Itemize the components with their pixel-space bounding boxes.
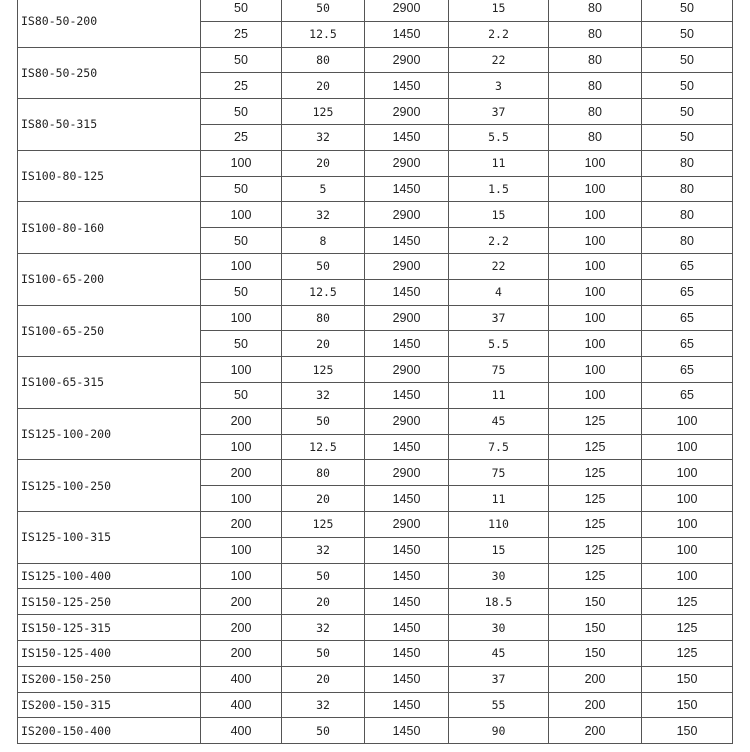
value-cell: 30 bbox=[449, 615, 549, 641]
value-cell: 80 bbox=[549, 47, 642, 73]
value-cell: 125 bbox=[549, 408, 642, 434]
value-cell: 80 bbox=[282, 47, 365, 73]
value-cell: 100 bbox=[549, 253, 642, 279]
value-cell: 1450 bbox=[365, 434, 449, 460]
value-cell: 37 bbox=[449, 666, 549, 692]
value-cell: 1450 bbox=[365, 486, 449, 512]
value-cell: 20 bbox=[282, 666, 365, 692]
value-cell: 200 bbox=[201, 460, 282, 486]
value-cell: 32 bbox=[282, 537, 365, 563]
value-cell: 1450 bbox=[365, 279, 449, 305]
value-cell: 50 bbox=[642, 73, 733, 99]
value-cell: 80 bbox=[282, 305, 365, 331]
model-cell: IS80-50-200 bbox=[18, 0, 201, 47]
value-cell: 2900 bbox=[365, 305, 449, 331]
value-cell: 1450 bbox=[365, 382, 449, 408]
value-cell: 125 bbox=[549, 434, 642, 460]
value-cell: 5.5 bbox=[449, 331, 549, 357]
value-cell: 32 bbox=[282, 615, 365, 641]
value-cell: 100 bbox=[642, 511, 733, 537]
value-cell: 50 bbox=[201, 228, 282, 254]
value-cell: 50 bbox=[642, 47, 733, 73]
table-row bbox=[18, 47, 733, 73]
value-cell: 150 bbox=[642, 718, 733, 744]
value-cell: 150 bbox=[642, 692, 733, 718]
value-cell: 100 bbox=[642, 563, 733, 589]
model-cell: IS100-80-160 bbox=[18, 202, 201, 254]
value-cell: 22 bbox=[449, 47, 549, 73]
table-row bbox=[18, 666, 733, 692]
value-cell: 100 bbox=[549, 176, 642, 202]
value-cell: 50 bbox=[642, 99, 733, 125]
value-cell: 50 bbox=[201, 331, 282, 357]
model-cell: IS100-65-315 bbox=[18, 357, 201, 409]
value-cell: 200 bbox=[201, 408, 282, 434]
value-cell: 20 bbox=[282, 73, 365, 99]
value-cell: 125 bbox=[642, 615, 733, 641]
value-cell: 4 bbox=[449, 279, 549, 305]
value-cell: 75 bbox=[449, 460, 549, 486]
value-cell: 125 bbox=[549, 511, 642, 537]
value-cell: 37 bbox=[449, 99, 549, 125]
value-cell: 100 bbox=[201, 537, 282, 563]
value-cell: 80 bbox=[549, 99, 642, 125]
value-cell: 1450 bbox=[365, 692, 449, 718]
value-cell: 50 bbox=[282, 0, 365, 21]
value-cell: 200 bbox=[201, 589, 282, 615]
value-cell: 100 bbox=[549, 279, 642, 305]
value-cell: 1450 bbox=[365, 718, 449, 744]
value-cell: 125 bbox=[282, 511, 365, 537]
value-cell: 100 bbox=[201, 357, 282, 383]
value-cell: 100 bbox=[549, 228, 642, 254]
value-cell: 3 bbox=[449, 73, 549, 99]
value-cell: 1.5 bbox=[449, 176, 549, 202]
model-cell: IS125-100-200 bbox=[18, 408, 201, 460]
value-cell: 20 bbox=[282, 486, 365, 512]
value-cell: 150 bbox=[549, 640, 642, 666]
value-cell: 100 bbox=[642, 408, 733, 434]
value-cell: 2.2 bbox=[449, 21, 549, 47]
model-cell: IS150-125-315 bbox=[18, 615, 201, 641]
value-cell: 20 bbox=[282, 150, 365, 176]
value-cell: 15 bbox=[449, 202, 549, 228]
value-cell: 100 bbox=[642, 537, 733, 563]
value-cell: 150 bbox=[549, 589, 642, 615]
value-cell: 5.5 bbox=[449, 124, 549, 150]
value-cell: 65 bbox=[642, 279, 733, 305]
value-cell: 15 bbox=[449, 0, 549, 21]
value-cell: 11 bbox=[449, 382, 549, 408]
value-cell: 50 bbox=[642, 21, 733, 47]
pump-spec-table bbox=[17, 0, 733, 744]
value-cell: 125 bbox=[282, 99, 365, 125]
value-cell: 50 bbox=[642, 124, 733, 150]
value-cell: 100 bbox=[642, 460, 733, 486]
value-cell: 22 bbox=[449, 253, 549, 279]
value-cell: 32 bbox=[282, 202, 365, 228]
pump-spec-table-body bbox=[18, 0, 733, 744]
value-cell: 65 bbox=[642, 253, 733, 279]
value-cell: 18.5 bbox=[449, 589, 549, 615]
value-cell: 125 bbox=[642, 640, 733, 666]
value-cell: 80 bbox=[642, 228, 733, 254]
value-cell: 20 bbox=[282, 331, 365, 357]
value-cell: 5 bbox=[282, 176, 365, 202]
value-cell: 50 bbox=[282, 408, 365, 434]
model-cell: IS200-150-400 bbox=[18, 718, 201, 744]
value-cell: 100 bbox=[549, 357, 642, 383]
table-row bbox=[18, 718, 733, 744]
table-row bbox=[18, 692, 733, 718]
table-row bbox=[18, 357, 733, 383]
value-cell: 25 bbox=[201, 73, 282, 99]
value-cell: 100 bbox=[201, 486, 282, 512]
value-cell: 400 bbox=[201, 666, 282, 692]
value-cell: 2900 bbox=[365, 253, 449, 279]
value-cell: 125 bbox=[642, 589, 733, 615]
table-row bbox=[18, 640, 733, 666]
table-row bbox=[18, 305, 733, 331]
value-cell: 1450 bbox=[365, 73, 449, 99]
value-cell: 2900 bbox=[365, 47, 449, 73]
model-cell: IS125-100-400 bbox=[18, 563, 201, 589]
value-cell: 100 bbox=[642, 486, 733, 512]
value-cell: 100 bbox=[201, 563, 282, 589]
value-cell: 50 bbox=[282, 253, 365, 279]
value-cell: 25 bbox=[201, 21, 282, 47]
value-cell: 1450 bbox=[365, 640, 449, 666]
value-cell: 50 bbox=[201, 0, 282, 21]
value-cell: 2900 bbox=[365, 150, 449, 176]
value-cell: 100 bbox=[549, 202, 642, 228]
table-row bbox=[18, 408, 733, 434]
value-cell: 80 bbox=[549, 21, 642, 47]
value-cell: 45 bbox=[449, 640, 549, 666]
value-cell: 12.5 bbox=[282, 434, 365, 460]
table-row bbox=[18, 202, 733, 228]
model-cell: IS80-50-315 bbox=[18, 99, 201, 151]
model-cell: IS125-100-315 bbox=[18, 511, 201, 563]
value-cell: 200 bbox=[201, 615, 282, 641]
value-cell: 200 bbox=[549, 666, 642, 692]
table-row bbox=[18, 0, 733, 21]
value-cell: 1450 bbox=[365, 124, 449, 150]
value-cell: 80 bbox=[549, 124, 642, 150]
value-cell: 200 bbox=[549, 718, 642, 744]
value-cell: 2900 bbox=[365, 99, 449, 125]
value-cell: 65 bbox=[642, 305, 733, 331]
value-cell: 1450 bbox=[365, 589, 449, 615]
table-row bbox=[18, 99, 733, 125]
value-cell: 400 bbox=[201, 718, 282, 744]
value-cell: 50 bbox=[282, 640, 365, 666]
value-cell: 200 bbox=[549, 692, 642, 718]
value-cell: 2.2 bbox=[449, 228, 549, 254]
value-cell: 32 bbox=[282, 692, 365, 718]
value-cell: 50 bbox=[642, 0, 733, 21]
model-cell: IS200-150-250 bbox=[18, 666, 201, 692]
value-cell: 2900 bbox=[365, 202, 449, 228]
value-cell: 75 bbox=[449, 357, 549, 383]
value-cell: 2900 bbox=[365, 511, 449, 537]
model-cell: IS125-100-250 bbox=[18, 460, 201, 512]
value-cell: 100 bbox=[201, 305, 282, 331]
value-cell: 80 bbox=[282, 460, 365, 486]
value-cell: 1450 bbox=[365, 615, 449, 641]
model-cell: IS150-125-400 bbox=[18, 640, 201, 666]
value-cell: 80 bbox=[642, 202, 733, 228]
value-cell: 50 bbox=[201, 279, 282, 305]
value-cell: 100 bbox=[549, 305, 642, 331]
value-cell: 100 bbox=[642, 434, 733, 460]
value-cell: 80 bbox=[642, 176, 733, 202]
value-cell: 2900 bbox=[365, 408, 449, 434]
value-cell: 32 bbox=[282, 382, 365, 408]
value-cell: 200 bbox=[201, 511, 282, 537]
value-cell: 150 bbox=[549, 615, 642, 641]
value-cell: 1450 bbox=[365, 563, 449, 589]
table-row bbox=[18, 615, 733, 641]
value-cell: 1450 bbox=[365, 666, 449, 692]
value-cell: 80 bbox=[549, 73, 642, 99]
value-cell: 400 bbox=[201, 692, 282, 718]
value-cell: 1450 bbox=[365, 176, 449, 202]
value-cell: 125 bbox=[549, 460, 642, 486]
value-cell: 65 bbox=[642, 357, 733, 383]
value-cell: 50 bbox=[201, 176, 282, 202]
value-cell: 12.5 bbox=[282, 279, 365, 305]
table-row bbox=[18, 253, 733, 279]
value-cell: 2900 bbox=[365, 0, 449, 21]
value-cell: 125 bbox=[549, 486, 642, 512]
value-cell: 100 bbox=[201, 253, 282, 279]
value-cell: 65 bbox=[642, 382, 733, 408]
value-cell: 20 bbox=[282, 589, 365, 615]
value-cell: 8 bbox=[282, 228, 365, 254]
model-cell: IS100-80-125 bbox=[18, 150, 201, 202]
value-cell: 45 bbox=[449, 408, 549, 434]
value-cell: 25 bbox=[201, 124, 282, 150]
model-cell: IS150-125-250 bbox=[18, 589, 201, 615]
table-row bbox=[18, 511, 733, 537]
value-cell: 150 bbox=[642, 666, 733, 692]
table-row bbox=[18, 460, 733, 486]
value-cell: 15 bbox=[449, 537, 549, 563]
table-row bbox=[18, 563, 733, 589]
value-cell: 1450 bbox=[365, 21, 449, 47]
value-cell: 100 bbox=[201, 150, 282, 176]
value-cell: 1450 bbox=[365, 331, 449, 357]
model-cell: IS200-150-315 bbox=[18, 692, 201, 718]
value-cell: 11 bbox=[449, 486, 549, 512]
value-cell: 100 bbox=[201, 202, 282, 228]
value-cell: 11 bbox=[449, 150, 549, 176]
value-cell: 125 bbox=[282, 357, 365, 383]
value-cell: 50 bbox=[282, 718, 365, 744]
value-cell: 2900 bbox=[365, 460, 449, 486]
value-cell: 50 bbox=[201, 382, 282, 408]
value-cell: 125 bbox=[549, 563, 642, 589]
value-cell: 50 bbox=[282, 563, 365, 589]
value-cell: 2900 bbox=[365, 357, 449, 383]
value-cell: 100 bbox=[549, 150, 642, 176]
value-cell: 32 bbox=[282, 124, 365, 150]
value-cell: 50 bbox=[201, 47, 282, 73]
model-cell: IS80-50-250 bbox=[18, 47, 201, 99]
value-cell: 80 bbox=[642, 150, 733, 176]
model-cell: IS100-65-200 bbox=[18, 253, 201, 305]
value-cell: 125 bbox=[549, 537, 642, 563]
value-cell: 100 bbox=[201, 434, 282, 460]
table-row bbox=[18, 589, 733, 615]
value-cell: 100 bbox=[549, 382, 642, 408]
table-row bbox=[18, 150, 733, 176]
value-cell: 80 bbox=[549, 0, 642, 21]
value-cell: 55 bbox=[449, 692, 549, 718]
value-cell: 50 bbox=[201, 99, 282, 125]
value-cell: 100 bbox=[549, 331, 642, 357]
value-cell: 90 bbox=[449, 718, 549, 744]
value-cell: 12.5 bbox=[282, 21, 365, 47]
value-cell: 1450 bbox=[365, 537, 449, 563]
model-cell: IS100-65-250 bbox=[18, 305, 201, 357]
value-cell: 65 bbox=[642, 331, 733, 357]
value-cell: 37 bbox=[449, 305, 549, 331]
value-cell: 200 bbox=[201, 640, 282, 666]
value-cell: 110 bbox=[449, 511, 549, 537]
value-cell: 30 bbox=[449, 563, 549, 589]
value-cell: 1450 bbox=[365, 228, 449, 254]
value-cell: 7.5 bbox=[449, 434, 549, 460]
